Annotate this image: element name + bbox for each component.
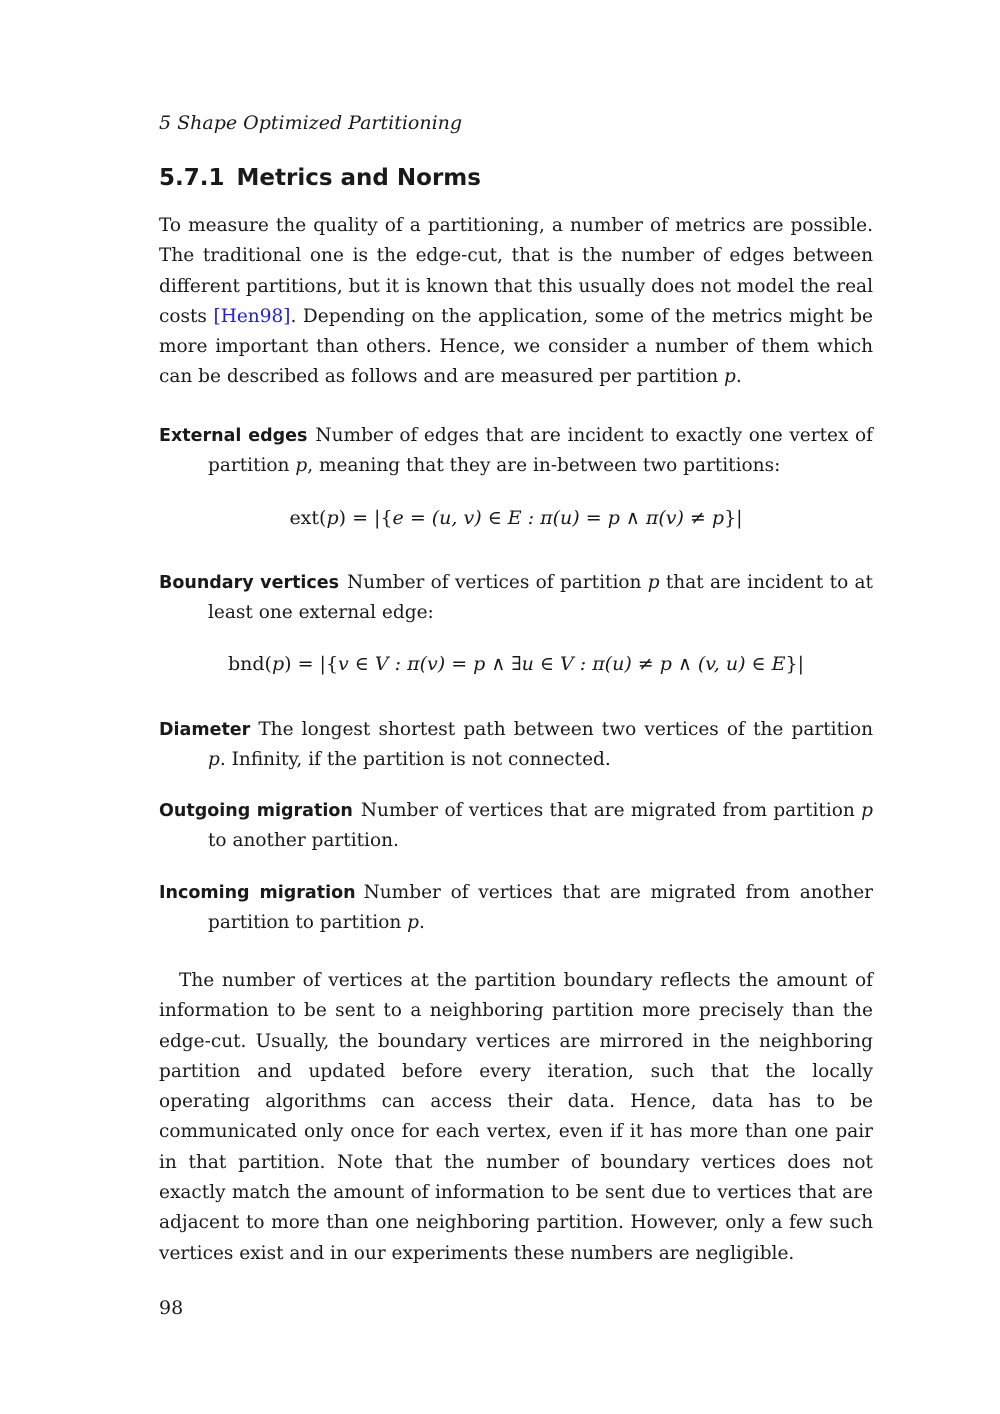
metric-desc-end: to another partition. — [208, 830, 399, 852]
running-head: 5 Shape Optimized Partitioning — [159, 112, 463, 134]
metric-term: Boundary vertices — [159, 573, 340, 593]
closing-paragraph: The number of vertices at the partition boundary reflects the amount of information to be sent to a neighboring partition more precisely than the edge-cut. Usually, the boundary vertices are mirrored in the neighboring partition and updated before every iteration, such that the locally operating algorithms can access their data. Hence, data has to be communicated only once for each vertex, even if it has more than one pair in that partition. Note that the number of boundary vertices does not exactly match the amount of information to be sent due to vertices that are adjacent to more than one neighboring partition. However, only a few such vertices exist and in our experiments these numbers are negligible. — [159, 970, 873, 1264]
intro-var: p — [724, 366, 736, 388]
metric-term: Outgoing migration — [159, 801, 353, 821]
metric-external-edges — [159, 421, 873, 482]
page-number: 98 — [159, 1297, 184, 1319]
metric-incoming-migration — [159, 878, 873, 939]
metric-var: p — [861, 800, 873, 821]
eq-ext-lhs: ext( — [289, 507, 327, 529]
section-title — [159, 165, 481, 191]
equation-bnd — [159, 653, 873, 675]
metric-desc-end: , meaning that they are in-between two partitions: — [307, 455, 781, 477]
metric-term: External edges — [159, 426, 308, 446]
equation-ext — [159, 507, 873, 529]
eq-ext-var: p — [326, 507, 339, 529]
metric-desc: Number of vertices that are migrated from another partition to partition — [208, 882, 873, 934]
intro-text-1: To measure the quality of a partitioning, a number of metrics are possible. The traditional one is the edge-cut, that is the number of edges between different partitions, but it is known that this usually does not model the real costs — [159, 215, 873, 327]
eq-ext-body: e = (u, v) ∈ E : π(u) = p ∧ π(v) ≠ p — [392, 507, 725, 529]
metric-desc-end: . — [419, 912, 425, 934]
metric-desc: The longest shortest path between two vertices of the partition — [258, 719, 873, 740]
metric-desc-end: that are incident to at least one external edge: — [208, 572, 873, 624]
metric-var: p — [295, 455, 308, 477]
eq-bnd-end: }| — [785, 653, 805, 675]
eq-ext-mid: ) = |{ — [338, 507, 393, 529]
citation-link[interactable]: [Hen98] — [213, 305, 291, 327]
eq-bnd-var: p — [271, 653, 285, 675]
metric-var: p — [208, 749, 220, 771]
metric-outgoing-migration — [159, 796, 873, 857]
intro-end: . — [735, 366, 742, 388]
metric-boundary-vertices — [159, 568, 873, 629]
section-number: 5.7.1 — [159, 165, 225, 191]
metric-desc-end: . Infinity, if the partition is not connected. — [219, 749, 611, 771]
eq-bnd-lhs: bnd( — [227, 653, 272, 675]
eq-bnd-body: v ∈ V : π(v) = p ∧ ∃u ∈ V : π(u) ≠ p ∧ (v, u) ∈ E — [338, 653, 786, 675]
metric-desc: Number of vertices that are migrated from partition — [360, 800, 862, 821]
metric-desc: Number of vertices of partition — [347, 572, 648, 593]
eq-bnd-mid: ) = |{ — [284, 653, 339, 675]
eq-ext-end: }| — [724, 507, 743, 529]
metric-term: Incoming migration — [159, 883, 356, 903]
metric-desc: Number of edges that are incident to exactly one vertex of partition — [208, 425, 873, 477]
metric-diameter — [159, 715, 873, 776]
metric-term: Diameter — [159, 720, 251, 740]
metric-var: p — [647, 572, 660, 593]
section-title-text: Metrics and Norms — [236, 165, 481, 191]
intro-paragraph — [159, 211, 873, 393]
metric-var: p — [407, 912, 419, 934]
intro-text-2: . Depending on the application, some of the metrics might be more important than others. Hence, we consider a number of them which can be described as follows and are measured per partition — [159, 305, 873, 388]
